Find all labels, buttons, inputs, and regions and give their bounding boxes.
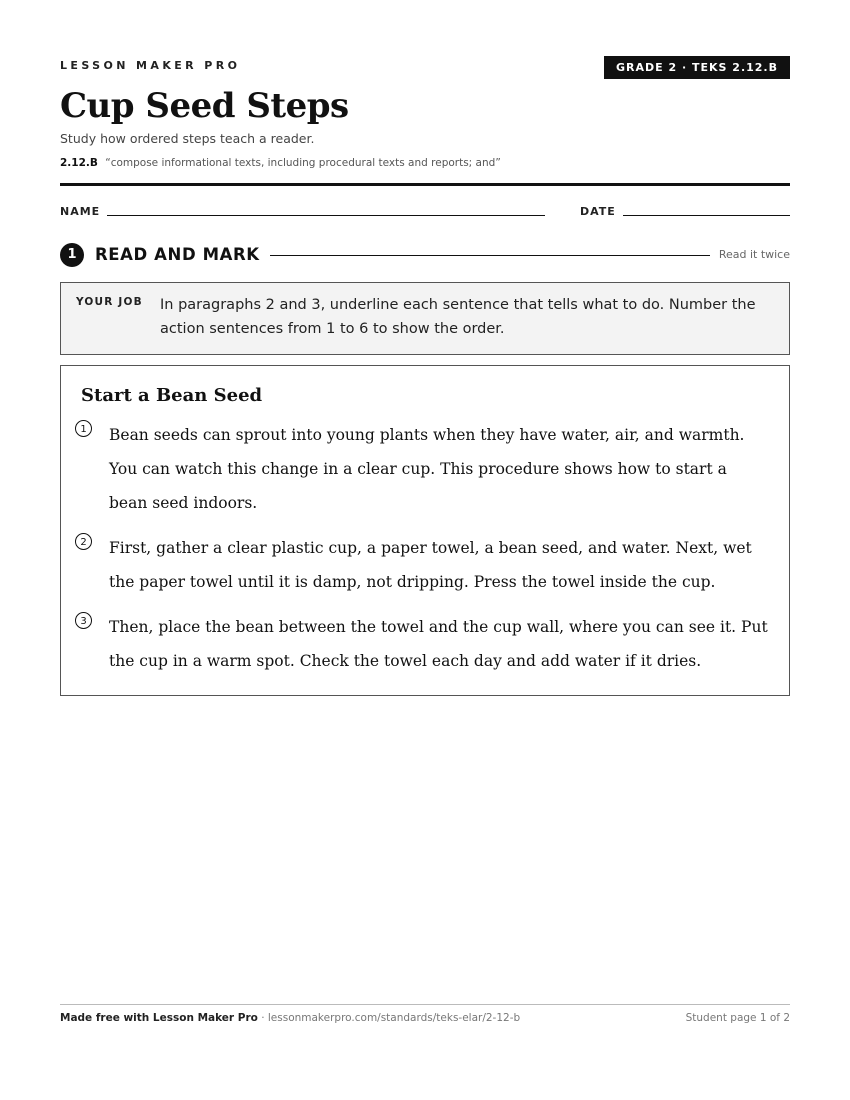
- instructions-label: YOUR JOB: [76, 296, 143, 308]
- date-field[interactable]: [623, 215, 790, 216]
- section-title: READ AND MARK: [95, 245, 260, 264]
- reading-passage: [60, 365, 790, 696]
- header-divider: [60, 183, 790, 186]
- paragraph-text[interactable]: Bean seeds can sprout into young plants when they have water, air, and warmth. You can watch this change in a clear cup. This procedure shows how to start a bean seed indoors.: [109, 426, 745, 512]
- footer-page-number: Student page 1 of 2: [685, 1012, 790, 1024]
- date-label: DATE: [580, 205, 616, 218]
- section-divider: [270, 255, 710, 256]
- section-note: Read it twice: [718, 248, 790, 261]
- grade-badge: GRADE 2 · TEKS 2.12.B: [604, 56, 790, 79]
- section-number-badge: 1: [60, 243, 84, 267]
- paragraph-number: 2: [75, 533, 92, 550]
- footer-credit: [60, 1012, 520, 1024]
- brand-name: LESSON MAKER PRO: [60, 59, 241, 72]
- section-header: [60, 243, 790, 267]
- paragraph-text[interactable]: First, gather a clear plastic cup, a paper towel, a bean seed, and water. Next, wet the paper towel until it is damp, not dripping. Press the towel inside the cup.: [109, 539, 752, 591]
- instructions-text: In paragraphs 2 and 3, underline each sentence that tells what to do. Number the action sentences from 1 to 6 to show the order.: [160, 297, 756, 337]
- standard-line: [60, 157, 501, 169]
- page-title: Cup Seed Steps: [60, 86, 349, 126]
- standard-text: “compose informational texts, including procedural texts and reports; and”: [105, 157, 501, 169]
- footer-divider: [60, 1004, 790, 1005]
- page-subtitle: Study how ordered steps teach a reader.: [60, 131, 315, 146]
- worksheet-page: [60, 0, 790, 1100]
- footer-made-with: Made free with Lesson Maker Pro: [60, 1012, 258, 1024]
- footer-url[interactable]: · lessonmakerpro.com/standards/teks-elar/2-12-b: [257, 1012, 521, 1024]
- name-label: NAME: [60, 205, 101, 218]
- top-bar: [60, 56, 790, 78]
- instructions-box: [60, 282, 790, 355]
- paragraph-text[interactable]: Then, place the bean between the towel and the cup wall, where you can see it. Put the cup in a warm spot. Check the towel each day and add water if it dries.: [109, 618, 768, 670]
- standard-code: 2.12.B: [60, 157, 98, 169]
- paragraph-number: 1: [75, 420, 92, 437]
- passage-title: Start a Bean Seed: [81, 385, 263, 406]
- name-field[interactable]: [107, 215, 545, 216]
- paragraph-number: 3: [75, 612, 92, 629]
